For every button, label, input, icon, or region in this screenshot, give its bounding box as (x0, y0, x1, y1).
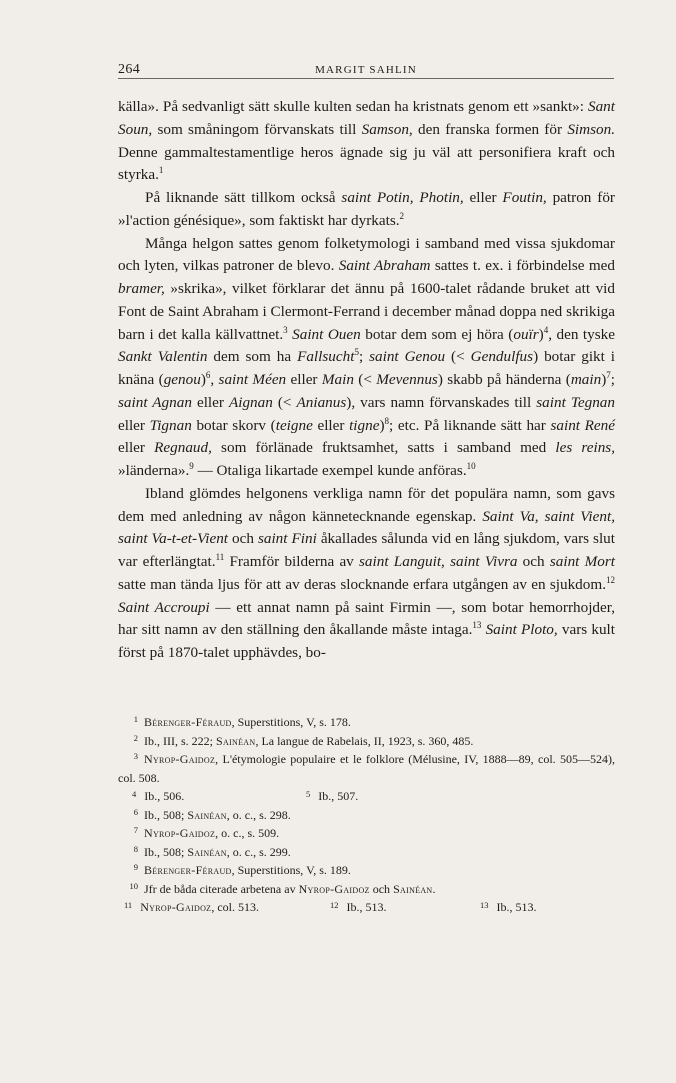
italic-term: Saint Accroupi (118, 598, 210, 616)
footnote-row-4-5 (118, 787, 615, 806)
footnote-ref: 11 (215, 552, 225, 562)
footnote-text: Ib., 506. (144, 789, 185, 803)
footnote-text: , o. c., s. 298. (226, 807, 291, 822)
footnote-ref: 5 (354, 347, 359, 358)
italic-term: Saint Ouen (292, 325, 361, 343)
footnote-ref: 2 (399, 210, 405, 221)
italic-term: genou (163, 371, 201, 388)
italic-term: Saint Va, saint Vient, saint Va-t-et-Vient (118, 507, 616, 548)
text-run: botar dem som ej höra ( (360, 325, 514, 343)
italic-term: Foutin, (502, 189, 547, 206)
paragraph-3 (118, 233, 615, 483)
footnote-9 (118, 861, 615, 880)
footnote-12 (330, 898, 387, 918)
footnote-text: , col. 513. (211, 900, 260, 914)
italic-term: Main (321, 371, 354, 388)
footnote-ref: 9 (189, 461, 194, 471)
text-run: patron för »l'action génésique», som faktiskt har dyrkats. (118, 189, 615, 229)
footnote-number: 8 (133, 843, 138, 854)
italic-term: bramer, (118, 280, 165, 297)
text-run: ; (358, 348, 370, 366)
text-run: och (517, 553, 550, 570)
text-run: eller (286, 371, 322, 388)
footnote-ref: 7 (606, 370, 611, 380)
footnote-number: 10 (129, 880, 138, 891)
italic-term: Sant Soun, (118, 98, 615, 138)
footnote-number: 1 (133, 714, 138, 724)
italic-term: Gendulfus (470, 348, 534, 366)
footnote-text: Ib., 513. (496, 900, 537, 914)
text-run: Ibland glömdes helgonens verkliga namn för det populära namn, som gavs dem med anledning av någon kännetecknande egenskap. (118, 484, 615, 525)
footnote-number: 12 (330, 900, 339, 910)
text-run: vars kult först på 1870-talet upphävdes, bo- (118, 621, 615, 661)
italic-term: teigne (275, 416, 313, 434)
text-run: eller (191, 393, 229, 411)
paragraph-1 (118, 96, 615, 187)
italic-term: saint Tegnan (536, 393, 615, 411)
italic-term: Sankt Valentin (118, 348, 208, 366)
italic-term: tigne (349, 416, 380, 434)
author-name: Bérenger-Féraud (144, 863, 232, 877)
footnote-2 (118, 732, 615, 751)
text-run: som förlänade fruktsamhet, satts i samband med (211, 439, 556, 457)
text-run: ), vars namn förvanskades till (346, 393, 537, 411)
footnote-text: Ib., 507. (318, 789, 359, 803)
italic-term: saint Fini (257, 530, 317, 548)
text-run: ) botar gikt i knäna ( (118, 348, 616, 388)
header-rule (118, 78, 614, 79)
text-run: ) skabb på händerna ( (437, 371, 571, 388)
footnote-6 (118, 806, 615, 825)
body-text (118, 96, 615, 665)
text-run: ; (610, 371, 615, 388)
text-run: eller (312, 416, 350, 434)
footnote-number: 4 (132, 789, 137, 799)
footnote-text: Ib., 508; (144, 807, 188, 822)
text-run: Denne gammaltestamentlige heros ägnade sig ju väl att personifiera kraft och styrka. (118, 143, 615, 184)
footnote-ref: 13 (472, 620, 482, 631)
footnote-text: . (432, 881, 436, 896)
footnote-10 (118, 880, 615, 899)
text-run: ) (200, 371, 206, 388)
author-name: Nyrop-Gaidoz (298, 881, 370, 896)
italic-term: Fallsucht (297, 348, 355, 366)
text-run: »länderna». (118, 462, 190, 479)
italic-term: saint Mort (549, 553, 615, 570)
italic-term: Simson. (567, 120, 615, 138)
footnote-number: 9 (133, 862, 138, 872)
footnote-number: 7 (133, 825, 138, 835)
text-run: ; etc. På liknande sätt har (389, 416, 551, 434)
footnote-row-11-13 (118, 898, 615, 917)
footnote-number: 13 (480, 900, 489, 910)
paragraph-4 (118, 483, 615, 665)
footnote-5 (306, 787, 358, 807)
footnote-7 (118, 824, 615, 843)
author-name: Nyrop-Gaidoz (144, 826, 216, 840)
italic-term: Mevennus (376, 371, 438, 388)
running-head (118, 62, 614, 82)
text-run: ) (538, 325, 544, 343)
italic-term: Samson, (361, 120, 413, 138)
footnote-text: Jfr de båda citerade arbetena av (144, 881, 299, 896)
italic-term: ouïr (513, 325, 539, 343)
footnote-ref: 10 (466, 461, 476, 471)
text-run: sattes t. ex. i förbindelse med (430, 257, 615, 275)
text-run: , den tyske (548, 325, 615, 343)
italic-term: Saint Ploto, (485, 621, 558, 639)
text-run: dem som ha (207, 348, 298, 366)
footnote-1 (118, 713, 615, 732)
italic-term: saint Genou (369, 348, 446, 366)
footnote-number: 6 (133, 806, 138, 817)
text-run: källa». På sedvanligt sätt skulle kulten sedan ha kristnats genom ett »sankt»: (118, 98, 588, 115)
footnote-number: 3 (133, 751, 138, 761)
author-name: Sainéan (216, 733, 256, 748)
page-number: 264 (118, 62, 141, 77)
footnote-text: , La langue de Rabelais, II, 1923, s. 360, 485. (255, 733, 474, 748)
text-run: eller (118, 439, 155, 457)
italic-term: saint Languit, saint Vivra (359, 553, 518, 570)
footnote-text: Ib., 513. (346, 900, 387, 914)
author-name: Sainéan (393, 881, 433, 896)
italic-term: Tignan (149, 416, 192, 434)
footnote-4 (132, 787, 184, 807)
author-name: Sainéan (187, 807, 227, 822)
footnote-text: Ib., 508; (144, 844, 188, 859)
footnote-text: och (369, 881, 394, 896)
author-name: Sainéan (187, 844, 227, 859)
italic-term: Saint Abraham (338, 257, 431, 275)
author-name: Nyrop-Gaidoz (144, 752, 216, 766)
text-run: som småningom förvanskats till (152, 120, 362, 138)
footnote-text: , Superstitions, V, s. 178. (231, 715, 351, 729)
text-run: (< (445, 348, 471, 366)
footnote-8 (118, 843, 615, 862)
text-run: eller (463, 189, 503, 206)
italic-term: main (570, 371, 602, 388)
text-run: botar skorv ( (191, 416, 276, 434)
footnotes (118, 713, 615, 917)
footnote-13 (480, 898, 537, 918)
text-run: (< (272, 393, 297, 411)
footnote-ref: 12 (606, 574, 615, 585)
footnote-11 (124, 898, 259, 918)
author-name: Bérenger-Féraud (144, 715, 232, 729)
text-run: åkallades sålunda vid en lång sjukdom, vars slut var efterlängtat. (118, 530, 615, 570)
text-run: eller (118, 416, 150, 434)
footnote-number: 2 (133, 732, 138, 743)
text-run: — ett annat namn på saint Firmin —, som botar hemorrhojder, har sitt namn av den ställning den åkallande måste intaga. (118, 598, 615, 639)
footnote-text: , L'étymologie populaire et le folklore (Mélusine, IV, 1888—89, col. 505—524), col. 508. (118, 752, 615, 785)
text-run: , (210, 371, 219, 388)
italic-term: saint Potin, Photin, (341, 189, 464, 206)
running-head-author: MARGIT SAHLIN (315, 64, 417, 76)
text-run: På liknande sätt tillkom också (145, 189, 342, 206)
text-run: och (228, 530, 258, 548)
italic-term: saint Agnan (118, 393, 192, 411)
footnote-ref: 1 (158, 165, 164, 176)
text-run: Många helgon sattes genom folketymologi i samband med vissa sjukdomar och lyten, vilkas patroner de blevo. (118, 234, 615, 275)
text-run: (< (353, 371, 377, 388)
text-run: den franska formen för (412, 120, 568, 138)
footnote-text: , Superstitions, V, s. 189. (231, 863, 351, 877)
italic-term: saint Méen (218, 371, 287, 388)
footnote-ref: 8 (384, 415, 390, 426)
text-run: — Otaliga likartade exempel kunde anföras. (193, 462, 467, 479)
text-run: ) (601, 371, 607, 388)
footnote-number: 11 (124, 900, 133, 910)
text-run: »skrika», vilket förklarar det ännu på 1600-talet rådande bruket att vid Font de Saint Abraham i Clermont-Ferrand i december månad doppa ned skrikiga barn i det kalla källvattnet. (118, 280, 615, 343)
footnote-3 (118, 750, 615, 787)
text-run: Framför bilderna av (224, 553, 360, 570)
italic-term: les reins, (555, 439, 615, 457)
author-name: Nyrop-Gaidoz (140, 900, 212, 914)
footnote-text: , o. c., s. 299. (226, 844, 291, 859)
italic-term: Anianus (296, 393, 347, 411)
text-run: satte man tända ljus för att av deras slocknande erfara utgången av en sjukdom. (118, 575, 606, 593)
text-run: ) (379, 416, 385, 434)
footnote-text: , o. c., s. 509. (215, 826, 280, 840)
footnote-ref: 6 (205, 370, 211, 380)
italic-term: Regnaud, (154, 439, 212, 457)
italic-term: Aignan (228, 393, 273, 411)
footnote-number: 5 (306, 789, 311, 799)
italic-term: saint René (550, 416, 616, 434)
footnote-ref: 4 (543, 324, 549, 335)
footnote-ref: 3 (283, 324, 288, 335)
footnote-text: Ib., III, s. 222; (144, 733, 216, 748)
paragraph-2 (118, 187, 615, 233)
